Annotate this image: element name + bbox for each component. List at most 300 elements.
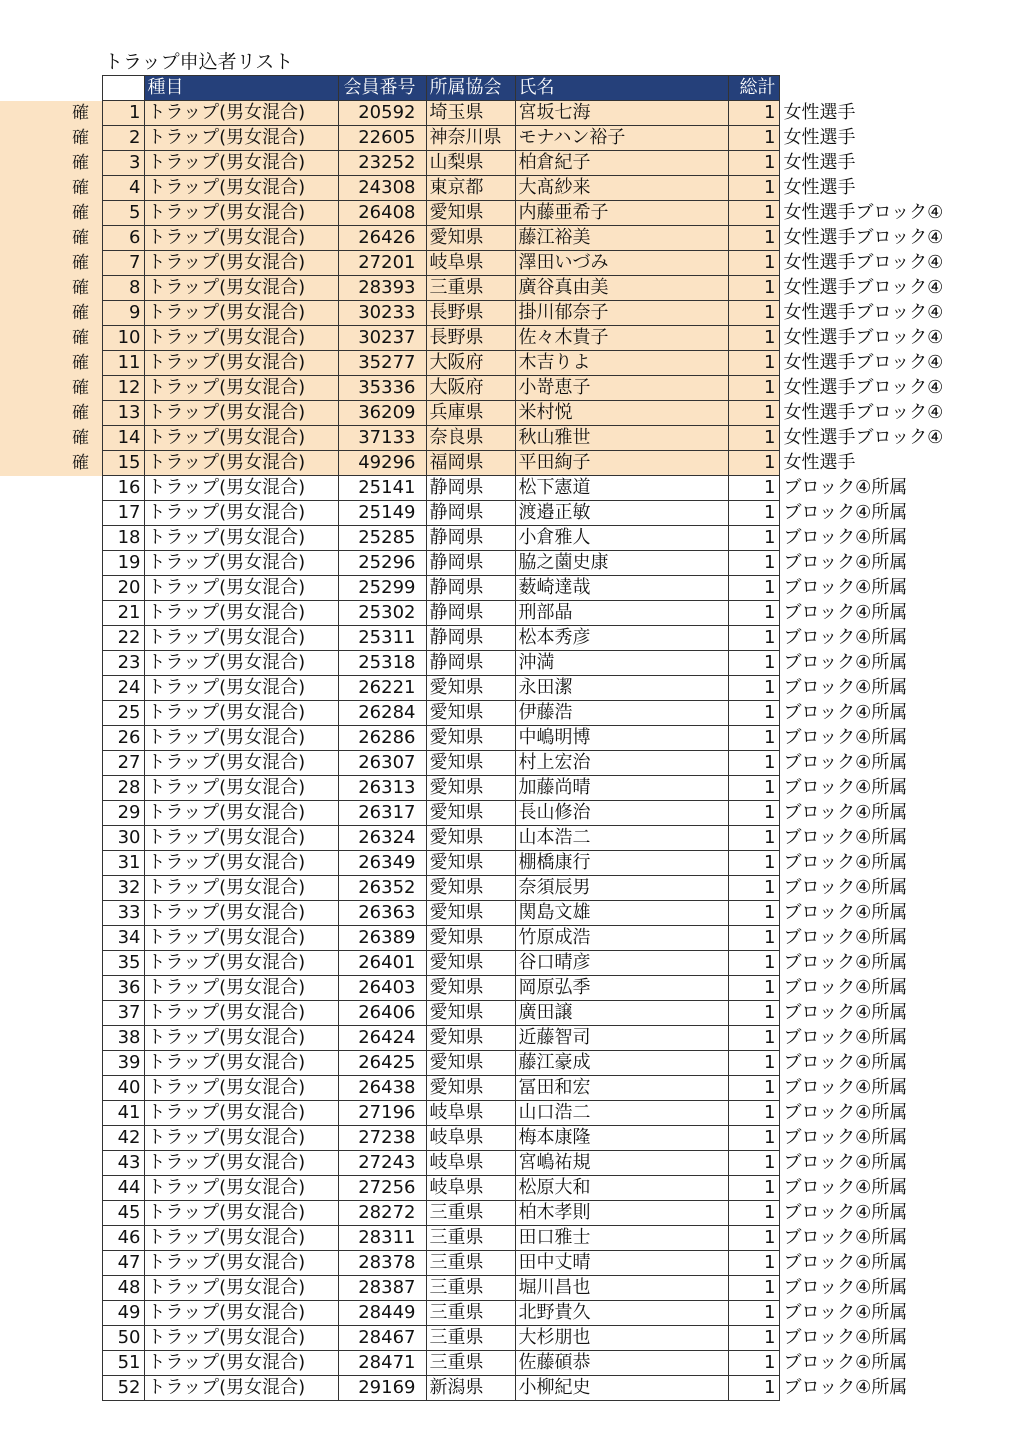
event-cell: トラップ(男女混合) xyxy=(144,351,338,376)
name-cell: 近藤智司 xyxy=(515,1026,728,1051)
row-number-cell: 21 xyxy=(102,601,144,626)
confirmed-mark-cell xyxy=(0,1226,102,1251)
member-number-cell: 26403 xyxy=(338,976,426,1001)
name-cell: 伊藤浩 xyxy=(515,701,728,726)
total-cell: 1 xyxy=(728,901,779,926)
association-cell: 三重県 xyxy=(426,276,515,301)
note-cell: ブロック④所属 xyxy=(783,827,908,848)
name-cell: 竹原成浩 xyxy=(515,926,728,951)
association-cell: 三重県 xyxy=(426,1201,515,1226)
member-number-cell: 30233 xyxy=(338,301,426,326)
header-blank-mark xyxy=(0,76,102,101)
event-cell: トラップ(男女混合) xyxy=(144,301,338,326)
total-cell: 1 xyxy=(728,626,779,651)
name-cell: 刑部晶 xyxy=(515,601,728,626)
name-cell: 北野貴久 xyxy=(515,1301,728,1326)
note-cell: 女性選手ブロック④ xyxy=(783,352,944,373)
name-cell: 渡邉正敏 xyxy=(515,501,728,526)
confirmed-mark-cell xyxy=(0,951,102,976)
member-number-cell: 28467 xyxy=(338,1326,426,1351)
confirmed-mark-cell xyxy=(0,751,102,776)
note-cell: 女性選手ブロック④ xyxy=(783,252,944,273)
confirmed-mark-cell xyxy=(0,1001,102,1026)
note-cell: ブロック④所属 xyxy=(783,1202,908,1223)
member-number-cell: 28471 xyxy=(338,1351,426,1376)
member-number-cell: 28378 xyxy=(338,1251,426,1276)
member-number-cell: 20592 xyxy=(338,101,426,126)
name-cell: 脇之薗史康 xyxy=(515,551,728,576)
confirmed-mark-cell: 確 xyxy=(0,276,102,301)
member-number-cell: 26324 xyxy=(338,826,426,851)
name-cell: 奈須辰男 xyxy=(515,876,728,901)
note-cell: ブロック④所属 xyxy=(783,1352,908,1373)
total-cell: 1 xyxy=(728,1151,779,1176)
association-cell: 岐阜県 xyxy=(426,251,515,276)
confirmed-mark-cell xyxy=(0,701,102,726)
member-number-cell: 36209 xyxy=(338,401,426,426)
note-cell: ブロック④所属 xyxy=(783,1277,908,1298)
note-cell: ブロック④所属 xyxy=(783,1377,908,1398)
confirmed-mark-cell xyxy=(0,726,102,751)
association-cell: 愛知県 xyxy=(426,926,515,951)
name-cell: 松原大和 xyxy=(515,1176,728,1201)
row-number-cell: 28 xyxy=(102,776,144,801)
event-cell: トラップ(男女混合) xyxy=(144,626,338,651)
confirmed-mark-cell xyxy=(0,826,102,851)
table-row xyxy=(0,576,969,601)
table-row xyxy=(0,1351,969,1376)
association-cell: 愛知県 xyxy=(426,1026,515,1051)
name-cell: 村上宏治 xyxy=(515,751,728,776)
association-cell: 東京都 xyxy=(426,176,515,201)
table-row xyxy=(0,1376,969,1401)
table-row xyxy=(0,276,969,301)
confirmed-mark-cell: 確 xyxy=(0,426,102,451)
confirmed-mark-cell: 確 xyxy=(0,401,102,426)
row-number-cell: 14 xyxy=(102,426,144,451)
row-number-cell: 13 xyxy=(102,401,144,426)
total-cell: 1 xyxy=(728,426,779,451)
event-cell: トラップ(男女混合) xyxy=(144,1001,338,1026)
name-cell: 長山修治 xyxy=(515,801,728,826)
total-cell: 1 xyxy=(728,1076,779,1101)
header-member-number: 会員番号 xyxy=(338,76,426,101)
row-number-cell: 8 xyxy=(102,276,144,301)
row-number-cell: 34 xyxy=(102,926,144,951)
member-number-cell: 26286 xyxy=(338,726,426,751)
note-cell: ブロック④所属 xyxy=(783,702,908,723)
event-cell: トラップ(男女混合) xyxy=(144,326,338,351)
event-cell: トラップ(男女混合) xyxy=(144,951,338,976)
event-cell: トラップ(男女混合) xyxy=(144,676,338,701)
note-cell: ブロック④所属 xyxy=(783,652,908,673)
row-number-cell: 4 xyxy=(102,176,144,201)
table-row xyxy=(0,801,969,826)
association-cell: 愛知県 xyxy=(426,901,515,926)
confirmed-mark-cell: 確 xyxy=(0,351,102,376)
member-number-cell: 27196 xyxy=(338,1101,426,1126)
event-cell: トラップ(男女混合) xyxy=(144,276,338,301)
association-cell: 三重県 xyxy=(426,1251,515,1276)
table-row xyxy=(0,776,969,801)
table-row xyxy=(0,326,969,351)
total-cell: 1 xyxy=(728,876,779,901)
total-cell: 1 xyxy=(728,201,779,226)
confirmed-mark-cell xyxy=(0,626,102,651)
row-number-cell: 19 xyxy=(102,551,144,576)
total-cell: 1 xyxy=(728,401,779,426)
note-cell: 女性選手ブロック④ xyxy=(783,377,944,398)
table-row xyxy=(0,351,969,376)
note-cell: ブロック④所属 xyxy=(783,852,908,873)
name-cell: 小柳紀史 xyxy=(515,1376,728,1401)
association-cell: 静岡県 xyxy=(426,601,515,626)
name-cell: 松下憲道 xyxy=(515,476,728,501)
name-cell: 秋山雅世 xyxy=(515,426,728,451)
member-number-cell: 25318 xyxy=(338,651,426,676)
table-row xyxy=(0,1201,969,1226)
member-number-cell: 25141 xyxy=(338,476,426,501)
name-cell: 掛川郁奈子 xyxy=(515,301,728,326)
note-cell: ブロック④所属 xyxy=(783,1302,908,1323)
event-cell: トラップ(男女混合) xyxy=(144,826,338,851)
member-number-cell: 28272 xyxy=(338,1201,426,1226)
confirmed-mark-cell: 確 xyxy=(0,126,102,151)
event-cell: トラップ(男女混合) xyxy=(144,1201,338,1226)
table-row xyxy=(0,126,969,151)
association-cell: 静岡県 xyxy=(426,576,515,601)
member-number-cell: 26406 xyxy=(338,1001,426,1026)
association-cell: 静岡県 xyxy=(426,551,515,576)
association-cell: 岐阜県 xyxy=(426,1126,515,1151)
member-number-cell: 26408 xyxy=(338,201,426,226)
note-cell: ブロック④所属 xyxy=(783,552,908,573)
table-row xyxy=(0,1126,969,1151)
association-cell: 愛知県 xyxy=(426,951,515,976)
event-cell: トラップ(男女混合) xyxy=(144,151,338,176)
table-row xyxy=(0,426,969,451)
row-number-cell: 5 xyxy=(102,201,144,226)
row-number-cell: 24 xyxy=(102,676,144,701)
confirmed-mark-cell xyxy=(0,551,102,576)
row-number-cell: 6 xyxy=(102,226,144,251)
total-cell: 1 xyxy=(728,1376,779,1401)
name-cell: 小倉雅人 xyxy=(515,526,728,551)
row-number-cell: 27 xyxy=(102,751,144,776)
table-row xyxy=(0,401,969,426)
event-cell: トラップ(男女混合) xyxy=(144,876,338,901)
member-number-cell: 28393 xyxy=(338,276,426,301)
member-number-cell: 25302 xyxy=(338,601,426,626)
association-cell: 愛知県 xyxy=(426,1076,515,1101)
confirmed-mark-cell: 確 xyxy=(0,301,102,326)
row-number-cell: 17 xyxy=(102,501,144,526)
member-number-cell: 26313 xyxy=(338,776,426,801)
member-number-cell: 30237 xyxy=(338,326,426,351)
confirmed-mark-cell xyxy=(0,1076,102,1101)
member-number-cell: 28311 xyxy=(338,1226,426,1251)
event-cell: トラップ(男女混合) xyxy=(144,1026,338,1051)
name-cell: 平田絢子 xyxy=(515,451,728,476)
confirmed-mark-cell: 確 xyxy=(0,226,102,251)
association-cell: 愛知県 xyxy=(426,726,515,751)
total-cell: 1 xyxy=(728,801,779,826)
confirmed-mark-cell xyxy=(0,476,102,501)
row-number-cell: 7 xyxy=(102,251,144,276)
member-number-cell: 26363 xyxy=(338,901,426,926)
member-number-cell: 27243 xyxy=(338,1151,426,1176)
table-row xyxy=(0,951,969,976)
association-cell: 福岡県 xyxy=(426,451,515,476)
row-number-cell: 18 xyxy=(102,526,144,551)
row-number-cell: 35 xyxy=(102,951,144,976)
association-cell: 神奈川県 xyxy=(426,126,515,151)
name-cell: 澤田いづみ xyxy=(515,251,728,276)
name-cell: 木吉りよ xyxy=(515,351,728,376)
member-number-cell: 28387 xyxy=(338,1276,426,1301)
row-number-cell: 36 xyxy=(102,976,144,1001)
note-cell: ブロック④所属 xyxy=(783,477,908,498)
row-number-cell: 41 xyxy=(102,1101,144,1126)
event-cell: トラップ(男女混合) xyxy=(144,1226,338,1251)
event-cell: トラップ(男女混合) xyxy=(144,776,338,801)
header-blank-note xyxy=(779,76,969,101)
total-cell: 1 xyxy=(728,1126,779,1151)
row-number-cell: 25 xyxy=(102,701,144,726)
association-cell: 岐阜県 xyxy=(426,1151,515,1176)
note-cell: ブロック④所属 xyxy=(783,1177,908,1198)
total-cell: 1 xyxy=(728,1201,779,1226)
total-cell: 1 xyxy=(728,1326,779,1351)
row-number-cell: 44 xyxy=(102,1176,144,1201)
event-cell: トラップ(男女混合) xyxy=(144,551,338,576)
table-row xyxy=(0,251,969,276)
table-row xyxy=(0,476,969,501)
table-row xyxy=(0,551,969,576)
total-cell: 1 xyxy=(728,351,779,376)
confirmed-mark-cell xyxy=(0,1276,102,1301)
event-cell: トラップ(男女混合) xyxy=(144,501,338,526)
association-cell: 愛知県 xyxy=(426,226,515,251)
association-cell: 三重県 xyxy=(426,1301,515,1326)
confirmed-mark-cell xyxy=(0,876,102,901)
total-cell: 1 xyxy=(728,226,779,251)
event-cell: トラップ(男女混合) xyxy=(144,701,338,726)
confirmed-mark-cell: 確 xyxy=(0,376,102,401)
note-cell: ブロック④所属 xyxy=(783,902,908,923)
event-cell: トラップ(男女混合) xyxy=(144,201,338,226)
name-cell: 大髙紗来 xyxy=(515,176,728,201)
table-row xyxy=(0,726,969,751)
name-cell: 山本浩二 xyxy=(515,826,728,851)
member-number-cell: 26426 xyxy=(338,226,426,251)
association-cell: 長野県 xyxy=(426,301,515,326)
note-cell: ブロック④所属 xyxy=(783,1002,908,1023)
row-number-cell: 52 xyxy=(102,1376,144,1401)
table-row xyxy=(0,601,969,626)
association-cell: 奈良県 xyxy=(426,426,515,451)
table-row xyxy=(0,376,969,401)
total-cell: 1 xyxy=(728,951,779,976)
association-cell: 静岡県 xyxy=(426,526,515,551)
member-number-cell: 23252 xyxy=(338,151,426,176)
note-cell: ブロック④所属 xyxy=(783,1152,908,1173)
total-cell: 1 xyxy=(728,1101,779,1126)
note-cell: ブロック④所属 xyxy=(783,502,908,523)
header-name: 氏名 xyxy=(515,76,728,101)
member-number-cell: 25296 xyxy=(338,551,426,576)
total-cell: 1 xyxy=(728,1226,779,1251)
member-number-cell: 26389 xyxy=(338,926,426,951)
confirmed-mark-cell xyxy=(0,1351,102,1376)
header-blank-number xyxy=(102,76,144,101)
total-cell: 1 xyxy=(728,1301,779,1326)
table-row xyxy=(0,976,969,1001)
name-cell: 山口浩二 xyxy=(515,1101,728,1126)
confirmed-mark-cell xyxy=(0,801,102,826)
note-cell: ブロック④所属 xyxy=(783,1077,908,1098)
header-total: 総計 xyxy=(728,76,779,101)
confirmed-mark-cell xyxy=(0,851,102,876)
row-number-cell: 42 xyxy=(102,1126,144,1151)
association-cell: 岐阜県 xyxy=(426,1176,515,1201)
row-number-cell: 37 xyxy=(102,1001,144,1026)
row-number-cell: 15 xyxy=(102,451,144,476)
association-cell: 静岡県 xyxy=(426,476,515,501)
name-cell: 内藤亜希子 xyxy=(515,201,728,226)
note-cell: ブロック④所属 xyxy=(783,1027,908,1048)
note-cell: ブロック④所属 xyxy=(783,1252,908,1273)
event-cell: トラップ(男女混合) xyxy=(144,976,338,1001)
row-number-cell: 38 xyxy=(102,1026,144,1051)
note-cell: 女性選手ブロック④ xyxy=(783,202,944,223)
table-row xyxy=(0,1176,969,1201)
note-cell: 女性選手ブロック④ xyxy=(783,427,944,448)
total-cell: 1 xyxy=(728,376,779,401)
row-number-cell: 39 xyxy=(102,1051,144,1076)
note-cell: 女性選手 xyxy=(783,102,856,123)
note-cell: 女性選手ブロック④ xyxy=(783,277,944,298)
row-number-cell: 16 xyxy=(102,476,144,501)
total-cell: 1 xyxy=(728,826,779,851)
event-cell: トラップ(男女混合) xyxy=(144,901,338,926)
confirmed-mark-cell xyxy=(0,1251,102,1276)
table-row xyxy=(0,851,969,876)
event-cell: トラップ(男女混合) xyxy=(144,1076,338,1101)
name-cell: 永田潔 xyxy=(515,676,728,701)
row-number-cell: 46 xyxy=(102,1226,144,1251)
name-cell: 藤江豪成 xyxy=(515,1051,728,1076)
name-cell: 薮崎達哉 xyxy=(515,576,728,601)
confirmed-mark-cell xyxy=(0,526,102,551)
association-cell: 三重県 xyxy=(426,1276,515,1301)
event-cell: トラップ(男女混合) xyxy=(144,401,338,426)
row-number-cell: 26 xyxy=(102,726,144,751)
row-number-cell: 50 xyxy=(102,1326,144,1351)
header-association: 所属協会 xyxy=(426,76,515,101)
confirmed-mark-cell xyxy=(0,776,102,801)
name-cell: 田中丈晴 xyxy=(515,1251,728,1276)
event-cell: トラップ(男女混合) xyxy=(144,426,338,451)
confirmed-mark-cell: 確 xyxy=(0,151,102,176)
row-number-cell: 43 xyxy=(102,1151,144,1176)
table-row xyxy=(0,626,969,651)
member-number-cell: 26438 xyxy=(338,1076,426,1101)
table-row xyxy=(0,926,969,951)
row-number-cell: 30 xyxy=(102,826,144,851)
total-cell: 1 xyxy=(728,1176,779,1201)
association-cell: 愛知県 xyxy=(426,976,515,1001)
note-cell: 女性選手ブロック④ xyxy=(783,327,944,348)
note-cell: ブロック④所属 xyxy=(783,1052,908,1073)
member-number-cell: 28449 xyxy=(338,1301,426,1326)
total-cell: 1 xyxy=(728,251,779,276)
member-number-cell: 37133 xyxy=(338,426,426,451)
table-row xyxy=(0,676,969,701)
name-cell: 柏木孝則 xyxy=(515,1201,728,1226)
confirmed-mark-cell xyxy=(0,1126,102,1151)
association-cell: 静岡県 xyxy=(426,626,515,651)
confirmed-mark-cell xyxy=(0,501,102,526)
association-cell: 長野県 xyxy=(426,326,515,351)
name-cell: 谷口晴彦 xyxy=(515,951,728,976)
event-cell: トラップ(男女混合) xyxy=(144,251,338,276)
confirmed-mark-cell: 確 xyxy=(0,326,102,351)
applicant-table xyxy=(0,75,969,1401)
note-cell: 女性選手ブロック④ xyxy=(783,227,944,248)
total-cell: 1 xyxy=(728,1351,779,1376)
table-row xyxy=(0,1026,969,1051)
member-number-cell: 27256 xyxy=(338,1176,426,1201)
note-cell: ブロック④所属 xyxy=(783,627,908,648)
event-cell: トラップ(男女混合) xyxy=(144,101,338,126)
note-cell: ブロック④所属 xyxy=(783,1227,908,1248)
confirmed-mark-cell xyxy=(0,926,102,951)
table-row xyxy=(0,1326,969,1351)
table-row xyxy=(0,826,969,851)
name-cell: 田口雅士 xyxy=(515,1226,728,1251)
row-number-cell: 12 xyxy=(102,376,144,401)
name-cell: 梅本康隆 xyxy=(515,1126,728,1151)
table-row xyxy=(0,151,969,176)
association-cell: 愛知県 xyxy=(426,676,515,701)
table-row xyxy=(0,651,969,676)
table-row xyxy=(0,701,969,726)
row-number-cell: 23 xyxy=(102,651,144,676)
confirmed-mark-cell xyxy=(0,1051,102,1076)
name-cell: 関島文雄 xyxy=(515,901,728,926)
name-cell: 柏倉紀子 xyxy=(515,151,728,176)
association-cell: 愛知県 xyxy=(426,201,515,226)
total-cell: 1 xyxy=(728,776,779,801)
confirmed-mark-cell xyxy=(0,1201,102,1226)
row-number-cell: 3 xyxy=(102,151,144,176)
confirmed-mark-cell xyxy=(0,976,102,1001)
member-number-cell: 26424 xyxy=(338,1026,426,1051)
row-number-cell: 45 xyxy=(102,1201,144,1226)
event-cell: トラップ(男女混合) xyxy=(144,751,338,776)
confirmed-mark-cell xyxy=(0,1176,102,1201)
name-cell: 岡原弘季 xyxy=(515,976,728,1001)
event-cell: トラップ(男女混合) xyxy=(144,801,338,826)
confirmed-mark-cell: 確 xyxy=(0,101,102,126)
row-number-cell: 33 xyxy=(102,901,144,926)
event-cell: トラップ(男女混合) xyxy=(144,651,338,676)
association-cell: 三重県 xyxy=(426,1326,515,1351)
total-cell: 1 xyxy=(728,701,779,726)
note-cell: ブロック④所属 xyxy=(783,777,908,798)
row-number-cell: 20 xyxy=(102,576,144,601)
